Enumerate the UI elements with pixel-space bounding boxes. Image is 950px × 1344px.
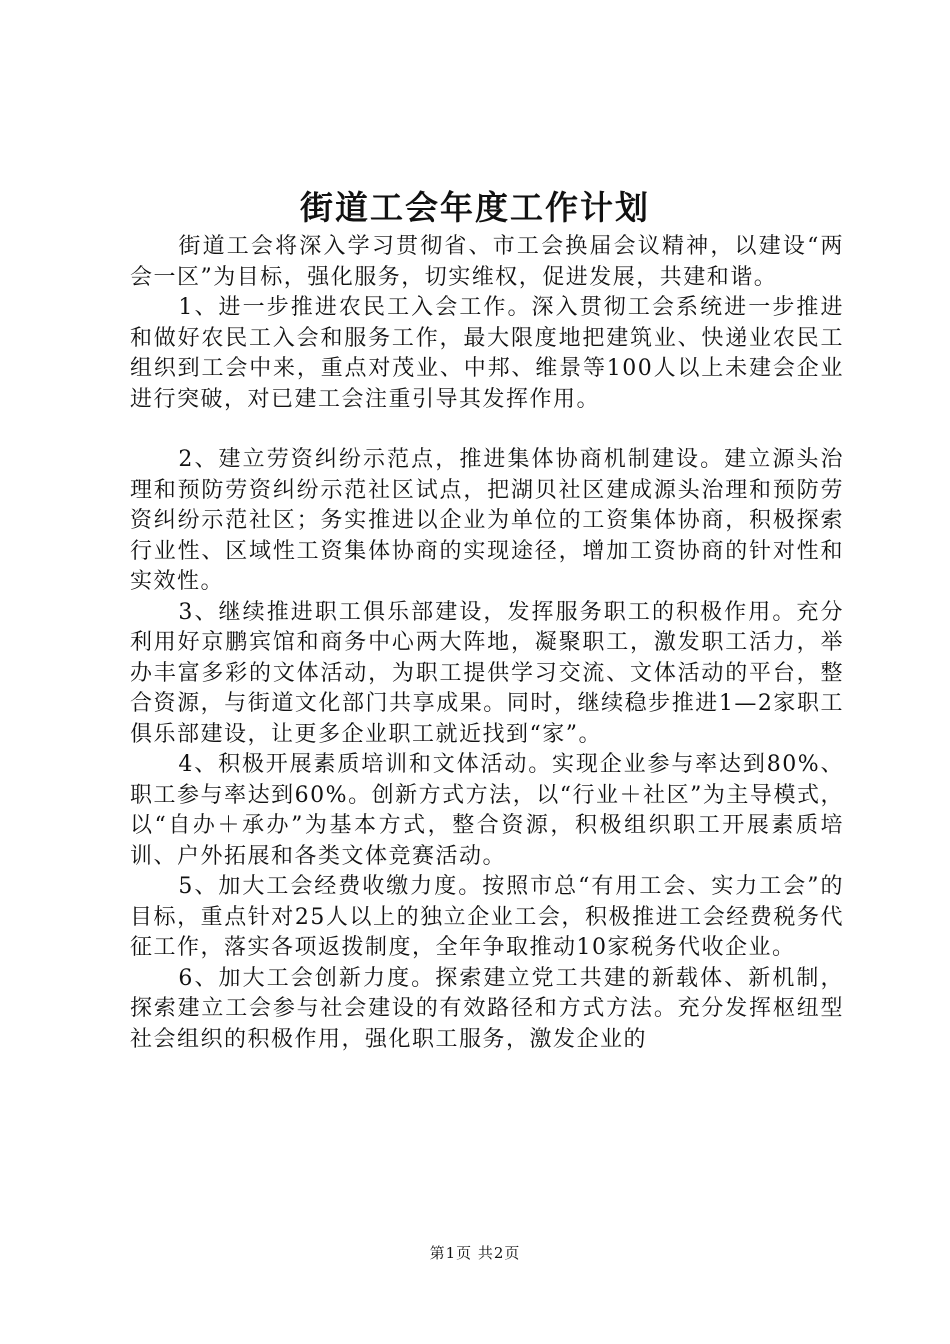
item-2-paragraph: 2、建立劳资纠纷示范点，推进集体协商机制建设。建立源头治理和预防劳资纠纷示范社区试点，把湖贝社区建成源头治理和预防劳资纠纷示范社区；务实推进以企业为单位的工资集体协商，积极探索行业性、区域性工资集体协商的实现途径，增加工资协商的针对性和实效性。: [130, 447, 844, 594]
item-1-paragraph: 1、进一步推进农民工入会工作。深入贯彻工会系统进一步推进和做好农民工入会和服务工作，最大限度地把建筑业、快递业农民工组织到工会中来，重点对茂业、中邦、维景等100人以上未建会企业进行突破，对已建工会注重引导其发挥作用。: [130, 295, 844, 412]
page-footer: 第1页 共2页: [429, 1244, 521, 1262]
item-4-paragraph: 4、积极开展素质培训和文体活动。实现企业参与率达到80%、职工参与率达到60%。创新方式方法，以“行业＋社区”为主导模式，以“自办＋承办”为基本方式，整合资源，积极组织职工开展素质培训、户外拓展和各类文体竞赛活动。: [130, 752, 844, 869]
intro-paragraph: 街道工会将深入学习贯彻省、市工会换届会议精神，以建设“两会一区”为目标，强化服务，切实维权，促进发展，共建和谐。: [130, 234, 844, 290]
document-title: 街道工会年度工作计划: [300, 188, 650, 227]
paragraph-spacer: [130, 415, 844, 445]
item-5-paragraph: 5、加大工会经费收缴力度。按照市总“有用工会、实力工会”的目标，重点针对25人以上的独立企业工会，积极推进工会经费税务代征工作，落实各项返拨制度，全年争取推动10家税务代收企业。: [130, 874, 844, 960]
item-6-paragraph: 6、加大工会创新力度。探索建立党工共建的新载体、新机制，探索建立工会参与社会建设的有效路径和方式方法。充分发挥枢纽型社会组织的积极作用，强化职工服务，激发企业的: [130, 965, 844, 1052]
item-3-paragraph: 3、继续推进职工俱乐部建设，发挥服务职工的积极作用。充分利用好京鹏宾馆和商务中心两大阵地，凝聚职工，激发职工活力，举办丰富多彩的文体活动，为职工提供学习交流、文体活动的平台，整合资源，与街道文化部门共享成果。同时，继续稳步推进1—2家职工俱乐部建设，让更多企业职工就近找到“家”。: [130, 599, 844, 747]
document-body: [130, 232, 844, 1055]
